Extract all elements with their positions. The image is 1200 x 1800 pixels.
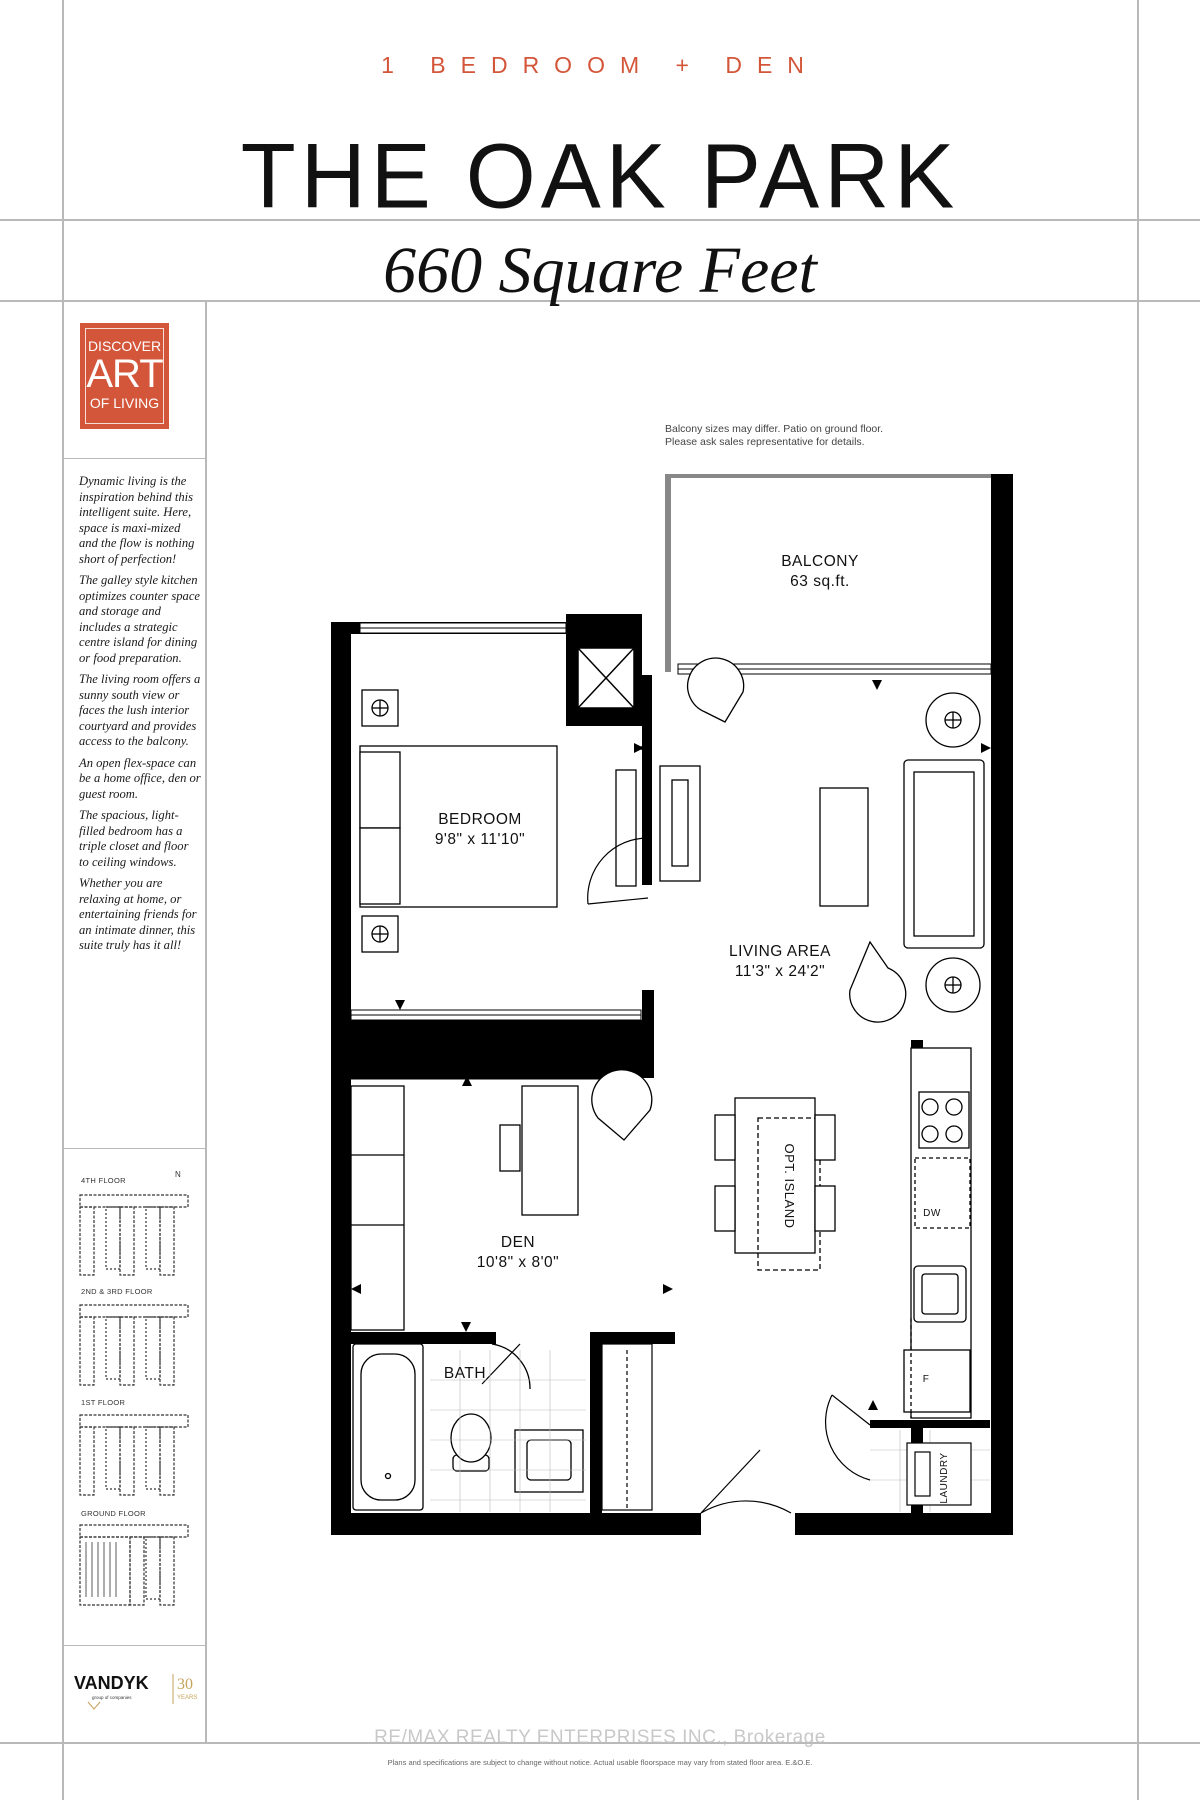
room-name: DEN <box>500 1234 536 1251</box>
island-label: OPT. ISLAND <box>782 1143 797 1229</box>
dishwasher-label: DW <box>923 1208 941 1219</box>
den-furniture <box>351 1070 652 1330</box>
developer-years-label: YEARS <box>177 1695 198 1701</box>
room-size: 11'3" x 24'2" <box>734 963 826 980</box>
unit-type: 1 BEDROOM + DEN <box>381 52 819 78</box>
armchair <box>688 658 744 722</box>
description-paragraph: An open flex-space can be a home office, den or guest room. <box>79 755 201 801</box>
kitchen-counter <box>904 1048 971 1418</box>
room-name: LIVING AREA <box>729 943 831 960</box>
description-paragraph: Dynamic living is the inspiration behind this intelligent suite. Here, space is maxi-mized and the flow is nothing short of perfection! <box>79 474 195 566</box>
room-size: 63 sq.ft. <box>790 573 850 590</box>
disclaimer: Plans and specifications are subject to change without notice. Actual usable floorspace may vary from stated floor area. E.&O.E. <box>387 1758 813 1767</box>
room-name: BEDROOM <box>438 811 522 828</box>
room-label-living <box>700 942 860 982</box>
room-size: 9'8" x 11'10" <box>434 831 526 848</box>
desk-chair <box>500 1125 520 1171</box>
desk <box>522 1086 578 1215</box>
logo-line-2: ART <box>86 352 163 396</box>
closet-shelf <box>616 770 636 886</box>
den-storage <box>351 1086 404 1330</box>
keyplan-label: 1ST FLOOR <box>81 1398 126 1407</box>
room-name: BALCONY <box>781 553 859 570</box>
page-title: THE OAK PARK <box>240 126 960 228</box>
brokerage-watermark: RE/MAX REALTY ENTERPRISES INC., Brokerage <box>374 1727 826 1748</box>
toilet-bowl <box>451 1414 491 1462</box>
keyplan-label: 2ND & 3RD FLOOR <box>81 1287 153 1296</box>
logo-line-3: OF LIVING <box>89 395 160 411</box>
description-paragraph: Whether you are relaxing at home, or entertaining friends for an intimate dinner, this suite truly has it all! <box>79 876 197 952</box>
description-paragraph: The galley style kitchen optimizes counter space and storage and includes a strategic centre island for dining or food preparation. <box>79 573 201 665</box>
laundry-label: LAUNDRY <box>939 1452 950 1504</box>
developer-years: 30 <box>177 1676 193 1693</box>
room-label-den <box>438 1233 598 1273</box>
keyplan-label: 4TH FLOOR <box>81 1176 126 1185</box>
description-paragraph: The spacious, light-filled bedroom has a triple closet and floor to ceiling windows. <box>79 808 189 869</box>
fridge-label: F <box>922 1374 930 1385</box>
square-footage: 660 Square Feet <box>383 234 817 307</box>
north-label: N <box>175 1170 182 1179</box>
mechanical-shaft <box>578 648 634 708</box>
kitchen-island <box>715 1098 835 1270</box>
developer-tagline: group of companies <box>92 1695 132 1700</box>
entry-door <box>701 1450 760 1513</box>
keyplan-label: GROUND FLOOR <box>81 1509 146 1518</box>
room-label-bedroom <box>400 810 560 850</box>
balcony-note-line: Balcony sizes may differ. Patio on ground floor. <box>665 423 884 435</box>
logo-line-1: DISCOVER <box>87 338 162 354</box>
room-label-bath: BATH <box>443 1365 487 1382</box>
room-size: 10'8" x 8'0" <box>476 1254 560 1271</box>
room-label-balcony <box>740 552 900 592</box>
armchair <box>592 1070 652 1140</box>
balcony-note-line: Please ask sales representative for details. <box>665 436 865 448</box>
developer-name: VANDYK <box>74 1673 149 1693</box>
coffee-table <box>820 788 868 906</box>
description-paragraph: The living room offers a sunny south view or faces the lush interior courtyard and provides access to the balcony. <box>79 672 201 748</box>
